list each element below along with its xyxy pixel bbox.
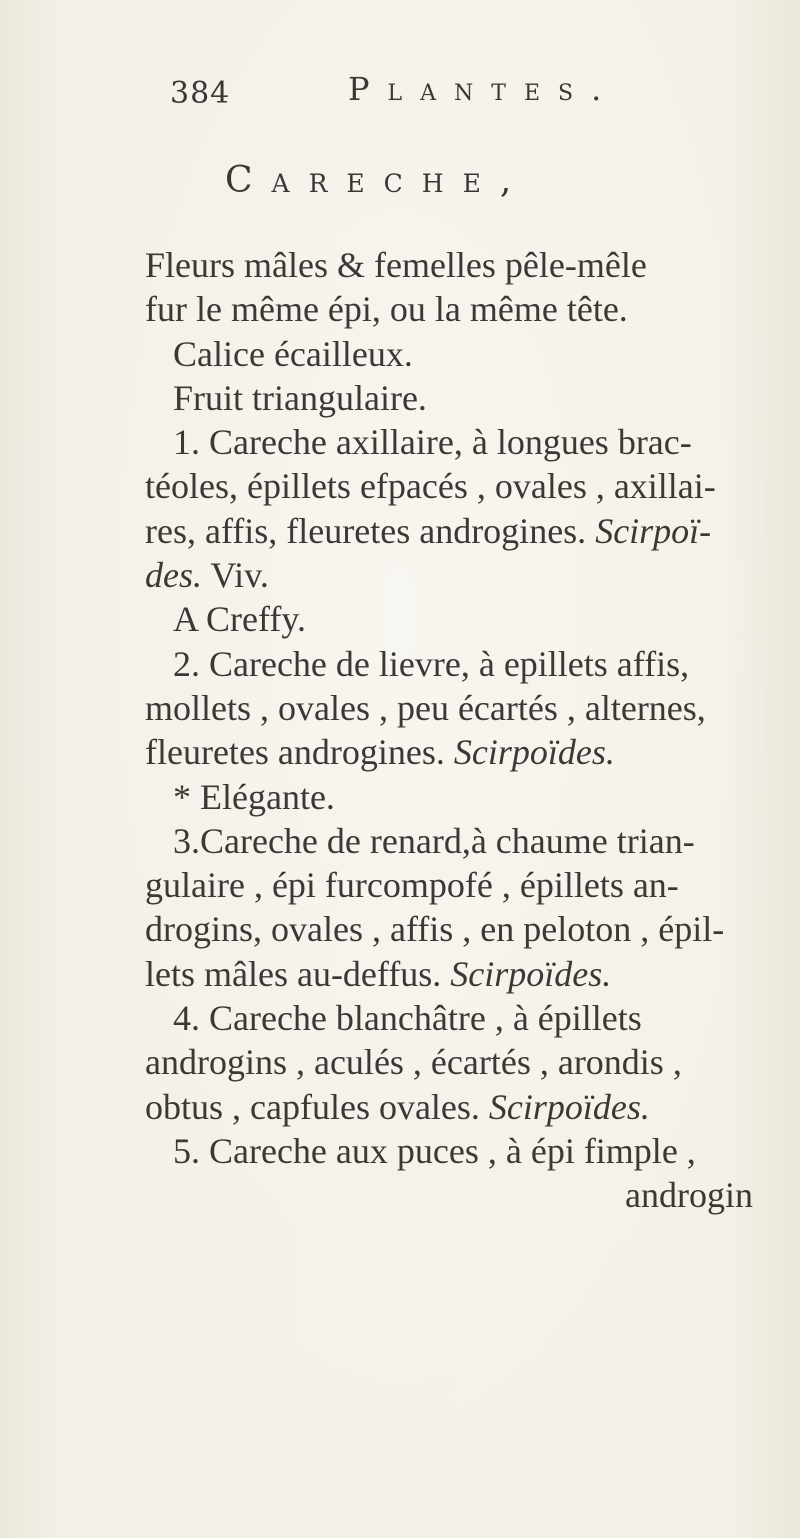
line-text: 4. Careche blanchâtre , à épillets: [173, 998, 642, 1039]
italic-text: Scirpoïdes.: [450, 953, 612, 994]
line-text: Calice écailleux.: [173, 333, 413, 374]
text-line: [145, 597, 785, 641]
catchword: [145, 1173, 785, 1217]
text-line: [145, 509, 785, 553]
line-text: mollets , ovales , peu écartés , alternes,: [145, 687, 706, 728]
line-text: Fruit triangulaire.: [173, 377, 427, 418]
text-line: [145, 332, 785, 376]
line-text: androgin: [625, 1175, 753, 1216]
text-line: [145, 1129, 785, 1173]
text-line: [145, 420, 785, 464]
text-line: [145, 996, 785, 1040]
line-text: 3.Careche de renard,à chaume trian-: [173, 820, 695, 861]
text-line: [145, 376, 785, 420]
text-line: [145, 686, 785, 730]
line-text: A Creffy.: [173, 599, 306, 640]
text-line: [145, 287, 785, 331]
line-text: Fleurs mâles & femelles pêle-mêle: [145, 245, 647, 285]
line-text: obtus , capfules ovales.: [145, 1086, 480, 1127]
line-tail: Viv.: [202, 555, 269, 596]
text-line: [145, 1040, 785, 1084]
section-title: Careche,: [225, 160, 531, 201]
italic-text: Scirpoïdes.: [453, 732, 615, 773]
text-line: [145, 863, 785, 907]
line-text: * Elégante.: [173, 776, 335, 817]
text-line: [145, 907, 785, 951]
page-header: [170, 70, 690, 120]
text-line: [145, 243, 785, 287]
line-text: gulaire , épi furcompofé , épillets an-: [145, 865, 679, 906]
text-line: [145, 553, 785, 597]
line-text: fur le même épi, ou la même tête.: [145, 289, 628, 330]
italic-text: des.: [145, 555, 202, 596]
line-text: drogins, ovales , affis , en peloton , épil-: [145, 909, 725, 950]
text-line: [145, 642, 785, 686]
text-line: [145, 464, 785, 508]
line-text: lets mâles au-deffus.: [145, 953, 442, 994]
text-line: [145, 819, 785, 863]
text-line: [145, 775, 785, 819]
line-text: 5. Careche aux puces , à épi fimple ,: [173, 1130, 696, 1171]
text-line: [145, 952, 785, 996]
body-text: [145, 243, 785, 1218]
text-line: [145, 730, 785, 774]
page-number: 384: [170, 76, 231, 111]
line-text: androgins , aculés , écartés , arondis ,: [145, 1042, 682, 1083]
italic-text: Scirpoï-: [595, 510, 712, 551]
text-line: [145, 1085, 785, 1129]
line-text: 2. Careche de lievre, à epillets affis,: [173, 643, 690, 684]
line-text: 1. Careche axillaire, à longues brac-: [173, 422, 692, 463]
line-text: res, affis, fleuretes androgines.: [145, 510, 587, 551]
line-text: fleuretes androgines.: [145, 732, 445, 773]
italic-text: Scirpoïdes.: [488, 1086, 650, 1127]
line-text: téoles, épillets efpacés , ovales , axillai-: [145, 466, 716, 507]
running-head: Plantes.: [348, 70, 620, 108]
